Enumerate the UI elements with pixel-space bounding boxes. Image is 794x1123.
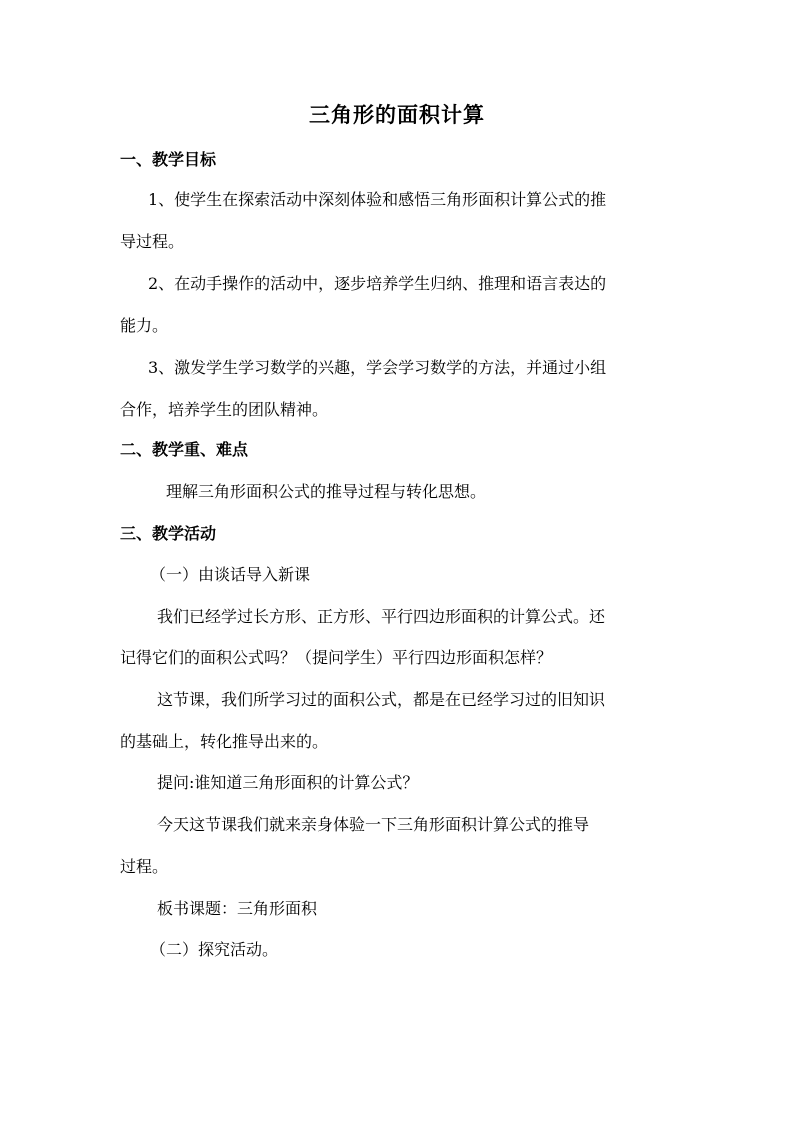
paragraph-2-line-1: 这节课，我们所学习过的面积公式，都是在已经学习过的旧知识 [157, 690, 606, 709]
section-heading-key-points: 二、教学重、难点 [120, 440, 249, 459]
document-title: 三角形的面积计算 [309, 102, 485, 127]
subsection-intro: （一）由谈话导入新课 [150, 565, 311, 584]
paragraph-1-line-2: 记得它们的面积公式吗？（提问学生）平行四边形面积怎样？ [120, 648, 553, 667]
key-points-text: 理解三角形面积公式的推导过程与转化思想。 [166, 482, 487, 501]
section-heading-activities: 三、教学活动 [120, 524, 217, 543]
subsection-explore: （二）探究活动。 [150, 940, 279, 959]
section-heading-objectives: 一、教学目标 [120, 150, 217, 169]
objective-1-line-1: 1、使学生在探索活动中深刻体验和感悟三角形面积计算公式的推 [148, 190, 607, 209]
objective-3-line-2: 合作，培养学生的团队精神。 [120, 400, 329, 419]
paragraph-5: 板书课题：三角形面积 [157, 899, 318, 918]
objective-2-line-1: 2、在动手操作的活动中，逐步培养学生归纳、推理和语言表达的 [148, 274, 607, 293]
paragraph-4-line-2: 过程。 [120, 857, 169, 876]
objective-3-line-1: 3、激发学生学习数学的兴趣，学会学习数学的方法，并通过小组 [148, 358, 607, 377]
paragraph-3: 提问:谁知道三角形面积的计算公式？ [157, 773, 419, 792]
objective-2-line-2: 能力。 [120, 316, 169, 335]
objective-1-line-2: 导过程。 [120, 232, 185, 251]
paragraph-4-line-1: 今天这节课我们就来亲身体验一下三角形面积计算公式的推导 [157, 815, 590, 834]
paragraph-2-line-2: 的基础上，转化推导出来的。 [120, 732, 329, 751]
paragraph-1-line-1: 我们已经学过长方形、正方形、平行四边形面积的计算公式。还 [157, 607, 606, 626]
